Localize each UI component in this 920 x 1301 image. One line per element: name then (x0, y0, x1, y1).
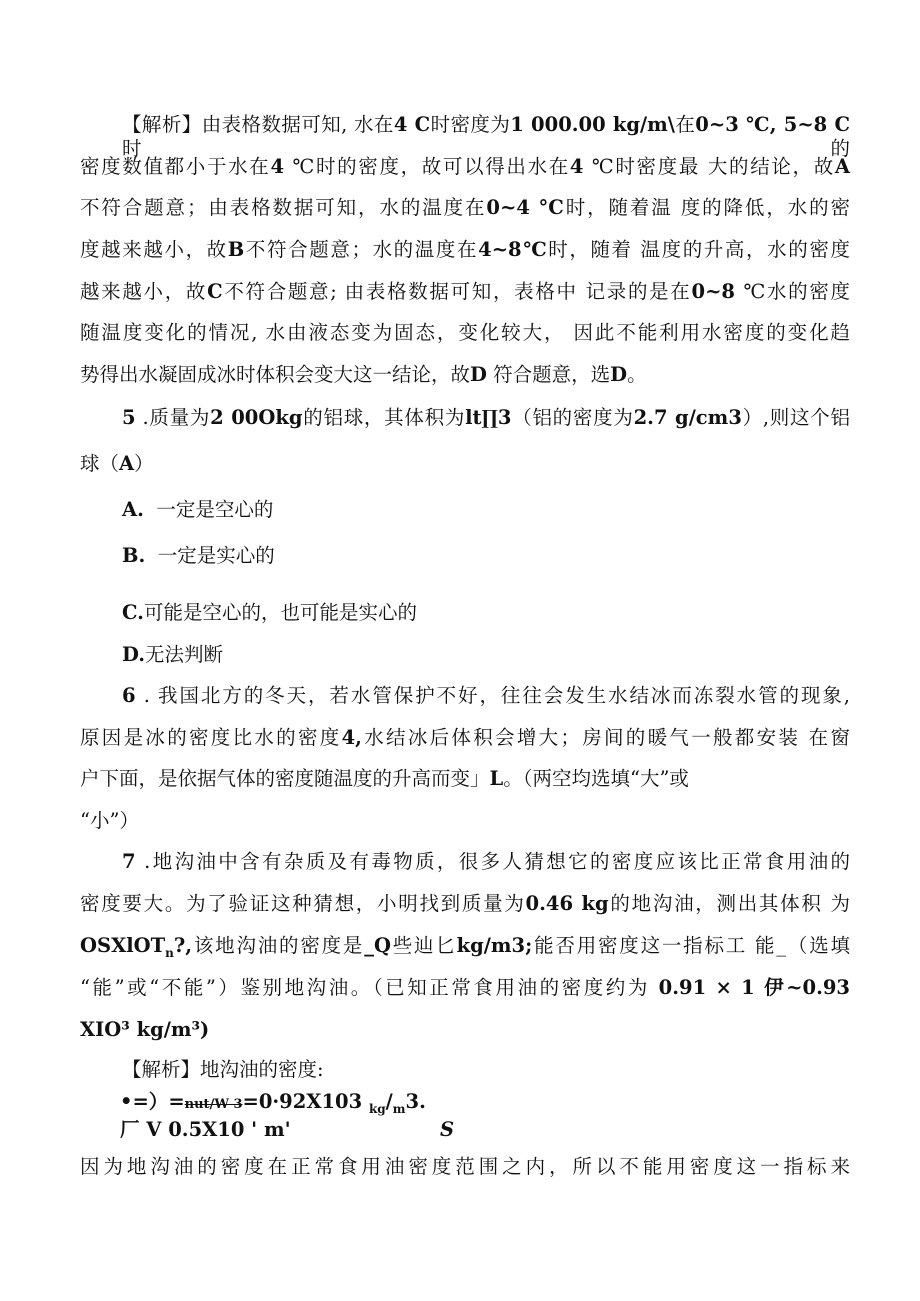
question7-line5: XIO³ kg/m³) (80, 1018, 210, 1041)
question7-line1: 7 .地沟油中含有杂质及有毒物质，很多人猜想它的密度应该比正常食用油的 (122, 850, 850, 873)
solution1-line7: 势得出水凝固成冰时体积会变大这一结论，故D 符合题意，选D。 (80, 363, 647, 386)
question5-option-a: A. 一定是空心的 (122, 498, 274, 521)
solution1-line1: 【解析】由表格数据可知, 水在4 C时密度为1 000.00 kg/m\在0~3 ℃, 5~8 C时的 (122, 113, 850, 160)
question5-option-c: C.可能是空心的，也可能是实心的 (122, 601, 417, 624)
solution1-line2: 密度数值都小于水在4 ℃时的密度，故可以得出水在4 ℃时密度最 大的结论，故A (80, 155, 851, 178)
solution2-formula-line: •=）=nut/W 3=0·92X103 $_{kg}/_m3$. (120, 1090, 426, 1116)
question5-option-b: B. 一定是实心的 (122, 544, 275, 567)
solution1-line3: 不符合题意；由表格数据可知，水的温度在0~4 °C时，随着温 度的降低，水的密 (80, 196, 850, 219)
question6-line3: 户下面，是依据气体的密度随温度的升高而变」L。（两空均选填“大”或 (80, 767, 689, 790)
question7-line2: 密度要大。为了验证这种猜想，小明找到质量为0.46 kg的地沟油，测出其体积 为 (80, 892, 850, 915)
solution1-line6: 随温度变化的情况, 水由液态变为固态，变化较大， 因此不能利用水密度的变化趋 (80, 321, 850, 344)
question5-line1: 5 .质量为2 00Okg的铝球，其体积为lt∏3（铝的密度为2.7 g/cm3）,则这个铝 (122, 406, 850, 429)
solution2-line4: 因为地沟油的密度在正常食用油密度范围之内，所以不能用密度这一指标来 (80, 1155, 850, 1178)
question7-line3: OSXlOT$_n$?,该地沟油的密度是_Q些辿匕kg/m3;能否用密度这一指标工 能_（选填 (80, 934, 850, 960)
question6-line4: “小”） (80, 809, 139, 832)
question5-option-d: D.无法判断 (122, 643, 224, 666)
solution2-line1: 【解析】地沟油的密度: (122, 1058, 324, 1081)
question7-line4: “能”或“不能”）鉴别地沟油。（已知正常食用油的密度约为 0.91 × 1 伊~0.93 (80, 976, 850, 999)
question5-line2: 球（A） (80, 452, 154, 475)
solution1-line4: 度越来越小，故B不符合题意；水的温度在4~8℃时，随着 温度的升高，水的密度 (80, 238, 850, 261)
solution1-line5: 越来越小，故C不符合题意; 由表格数据可知，表格中 记录的是在0~8 ℃水的密度 (80, 280, 850, 303)
solution2-denominator-line: 厂 V 0.5X10 ' m' S (120, 1118, 455, 1141)
question6-line1: 6 . 我国北方的冬天，若水管保护不好，往往会发生水结冰而冻裂水管的现象, (122, 684, 850, 707)
question6-line2: 原因是冰的密度比水的密度4,水结冰后体积会增大；房间的暖气一般都安装 在窗 (80, 726, 850, 749)
